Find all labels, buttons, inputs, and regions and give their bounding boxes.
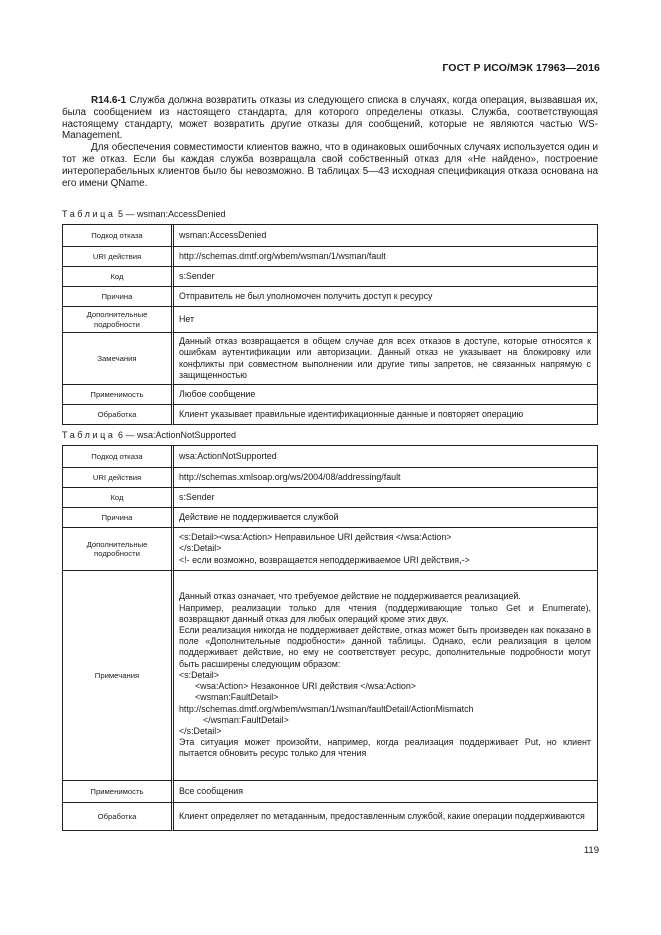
row-value: Действие не поддерживается службой xyxy=(174,508,598,528)
row-value: s:Sender xyxy=(174,267,598,287)
row-label: Дополнительные подробности xyxy=(63,528,174,571)
row-value: http://schemas.dmtf.org/wbem/wsman/1/wsman/fault xyxy=(174,247,598,267)
table-row xyxy=(63,385,598,405)
row-label: Подкод отказа xyxy=(63,446,174,468)
table5 xyxy=(62,224,598,425)
table5-caption-title: 5 — wsman:AccessDenied xyxy=(115,209,226,219)
row-label: Причина xyxy=(63,508,174,528)
row-label: Замечания xyxy=(63,333,174,385)
table5-caption-prefix: Таблица xyxy=(62,209,116,219)
row-value: Клиент указывает правильные идентификационные данные и повторяет операцию xyxy=(174,405,598,425)
row-value: s:Sender xyxy=(174,488,598,508)
page-number: 119 xyxy=(583,845,599,856)
table-row xyxy=(63,781,598,803)
code-line: http://schemas.dmtf.org/wbem/wsman/1/wsman/faultDetail/ActionMismatch xyxy=(179,703,474,714)
row-value: Отправитель не был уполномочен получить доступ к ресурсу xyxy=(174,287,598,307)
table-row xyxy=(63,247,598,267)
table-row xyxy=(63,333,598,385)
row-value: wsa:ActionNotSupported xyxy=(174,446,598,468)
code-line: <wsman:FaultDetail> xyxy=(195,692,279,703)
table6-caption xyxy=(62,430,236,440)
row-label: Обработка xyxy=(63,405,174,425)
row-value xyxy=(174,528,598,571)
table-row xyxy=(63,446,598,468)
row-label: URI действия xyxy=(63,247,174,267)
row-value: http://schemas.xmlsoap.org/ws/2004/08/addressing/fault xyxy=(174,468,598,488)
table6-caption-title: 6 — wsa:ActionNotSupported xyxy=(115,430,237,440)
row-value: Любое сообщение xyxy=(174,385,598,405)
table-row xyxy=(63,267,598,287)
row-label: URI действия xyxy=(63,468,174,488)
code-line: </wsman:FaultDetail> xyxy=(203,714,289,725)
details-line: <s:Detail><wsa:Action> Неправильное URI действия </wsa:Action> xyxy=(179,532,452,543)
table-row xyxy=(63,803,598,831)
intro-text xyxy=(62,95,598,189)
code-line: </s:Detail> xyxy=(179,725,222,736)
table-row xyxy=(63,571,598,781)
table-row xyxy=(63,287,598,307)
details-line: </s:Detail> xyxy=(179,543,222,554)
code-line: <s:Detail> xyxy=(179,669,219,680)
document-header: ГОСТ Р ИСО/МЭК 17963—2016 xyxy=(442,62,600,74)
row-label: Подкод отказа xyxy=(63,225,174,247)
row-value: Все сообщения xyxy=(174,781,598,803)
intro-paragraph-2: Для обеспечения совместимости клиентов важно, что в одинаковых ошибочных случаях используется один и тот же отказ. Если бы каждая служба возвращала свой собственный отказ для «Не найдено», построение интероперабельных клиентов было бы невозможно. В таблицах 5—43 исходная спецификация отказа основана на его имени QName. xyxy=(62,142,598,189)
table6-caption-prefix: Таблица xyxy=(62,430,116,440)
details-line: <!- если возможно, возвращается неподдерживаемое URI действия,-> xyxy=(179,554,470,565)
row-value xyxy=(174,571,598,781)
notes-paragraph: Например, реализации только для чтения (поддерживающие только Get и Enumerate), возвращают данный отказ для любых операций кроме этих двух. xyxy=(179,602,591,624)
table-row xyxy=(63,528,598,571)
row-value: Данный отказ возвращается в общем случае для всех отказов в доступе, которые относятся к ошибкам аутентификации или авторизации. Данный отказ не указывает на блокировку или конфликты при совместном выполнении или другие типы запретов, не связанных напрямую с защищенностью xyxy=(174,333,598,385)
requirement-id: R14.6-1 xyxy=(91,95,127,106)
notes-paragraph: Эта ситуация может произойти, например, когда реализация поддерживает Put, но клиент пытается обновить ресурс только для чтения xyxy=(179,737,591,759)
requirement-text: Служба должна возвратить отказы из следующего списка в случаях, когда операция, вызвавшая их, была сообщением из настоящего стандарта, для которого определены отказы. Служба, соответствующая настоящему стандарту, может возвратить другие отказы для сообщений, которые не являются частью WS-Management. xyxy=(62,95,598,142)
table-row xyxy=(63,508,598,528)
row-label: Причина xyxy=(63,287,174,307)
intro-paragraph-1 xyxy=(62,95,598,142)
notes-paragraph: Если реализация никогда не поддерживает действие, отказ может быть произведен как показано в поле «Дополнительные подробности» данной таблицы. Однако, если реализация в целом поддерживает действие, но ему не соответствует ресурс, дополнительные подробности могут быть расширены следующим образом: xyxy=(179,625,591,669)
row-label: Применимость xyxy=(63,781,174,803)
row-label: Применимость xyxy=(63,385,174,405)
code-line: <wsa:Action> Незаконное URI действия </wsa:Action> xyxy=(195,681,416,692)
row-label: Обработка xyxy=(63,803,174,831)
table-row xyxy=(63,405,598,425)
table-row xyxy=(63,488,598,508)
row-label: Код xyxy=(63,488,174,508)
row-value: Нет xyxy=(174,307,598,333)
row-value: Клиент определяет по метаданным, предоставленным службой, какие операции поддерживаются xyxy=(174,803,598,831)
table-row xyxy=(63,225,598,247)
table5-caption xyxy=(62,209,226,219)
table6 xyxy=(62,445,598,831)
row-value: wsman:AccessDenied xyxy=(174,225,598,247)
row-label: Примечания xyxy=(63,571,174,781)
table-row xyxy=(63,468,598,488)
notes-paragraph: Данный отказ означает, что требуемое действие не поддерживается реализацией. xyxy=(179,591,521,602)
row-label: Дополнительные подробности xyxy=(63,307,174,333)
row-label: Код xyxy=(63,267,174,287)
table-row xyxy=(63,307,598,333)
